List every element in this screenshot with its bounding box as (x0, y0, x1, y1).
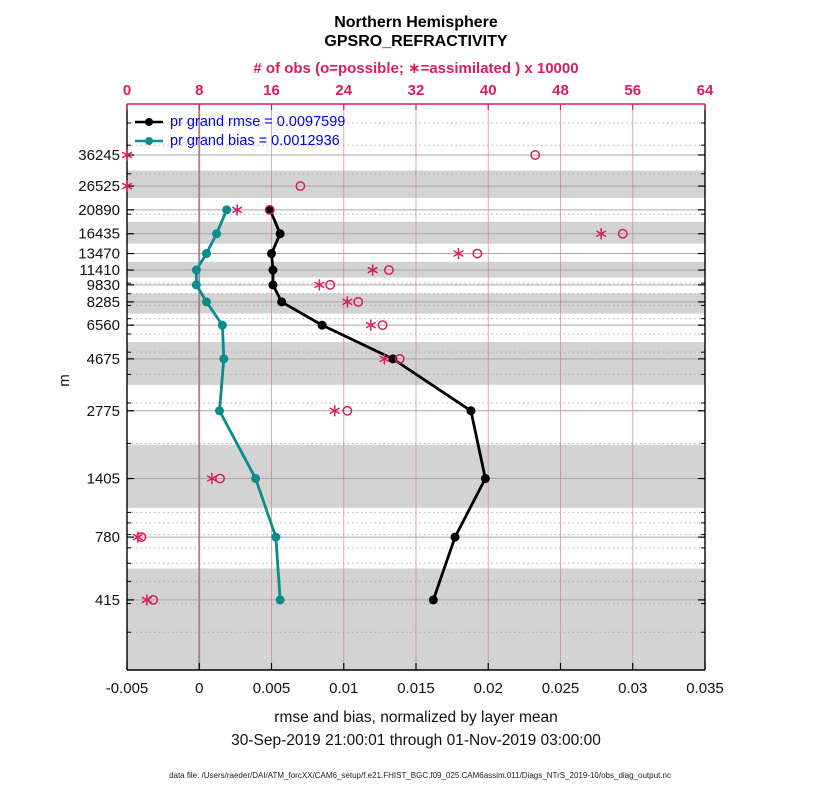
x-tick-label: 0 (195, 680, 204, 697)
top-tick-label: 40 (479, 82, 497, 99)
y-tick-label: 415 (94, 591, 120, 609)
x-tick-label: 0.03 (618, 680, 648, 697)
y-tick-label: 2775 (86, 402, 120, 420)
x-tick-labels (106, 680, 724, 697)
y-tick-label: 9830 (86, 276, 120, 294)
x-tick-label: 0.02 (473, 680, 503, 697)
legend-bias-marker (134, 135, 164, 147)
y-tick-label: 1405 (86, 470, 120, 488)
top-tick-label: 24 (335, 82, 353, 99)
y-tick-label: 36245 (78, 147, 120, 164)
legend-rmse-marker (134, 116, 164, 128)
top-tick-label: 48 (552, 82, 569, 99)
top-tick-label: 0 (122, 82, 132, 99)
y-axis-label: m (55, 374, 73, 387)
y-tick-label: 20890 (78, 201, 120, 219)
top-tick-label: 32 (407, 82, 425, 99)
x-tick-label: 0.01 (329, 680, 359, 697)
y-tick-label: 780 (94, 529, 120, 547)
y-tick-label: 6560 (86, 317, 120, 335)
top-tick-label: 8 (195, 82, 204, 99)
date-range-label: 30-Sep-2019 21:00:01 through 01-Nov-2019 03:00:00 (231, 732, 601, 749)
chart-title: Northern Hemisphere (334, 14, 498, 31)
x-tick-label: 0.035 (686, 680, 724, 697)
top-tick-label: 16 (263, 82, 280, 99)
y-tick-label: 11410 (79, 262, 120, 280)
legend (134, 112, 345, 150)
legend-item-bias (134, 131, 345, 150)
x-tick-label: 0.005 (252, 680, 291, 697)
top-tick-label: 56 (624, 82, 642, 99)
legend-item-rmse (134, 112, 345, 131)
legend-rmse-label: pr grand rmse = 0.0097599 (170, 113, 346, 130)
legend-bias-label: pr grand bias = 0.0012936 (170, 132, 340, 149)
x-tick-label: 0.025 (541, 680, 580, 697)
y-tick-labels (78, 147, 120, 609)
chart-subtitle: GPSRO_REFRACTIVITY (324, 33, 508, 50)
y-tick-label: 26525 (78, 178, 120, 196)
x-tick-label: -0.005 (105, 680, 149, 697)
data-file-footnote: data file: /Users/raeder/DAI/ATM_forcXX/CAM6_setup/f.e21.FHIST_BGC.f09_025.CAM6assim.011/Diags_NTrS_2019-10/obs_diag_output.nc (169, 771, 671, 780)
x-axis-label: rmse and bias, normalized by layer mean (274, 709, 558, 726)
top-axis-label: # of obs (o=possible; ∗=assimilated ) x 10000 (253, 60, 579, 77)
y-tick-label: 4675 (86, 350, 120, 368)
y-tick-label: 13470 (78, 245, 120, 263)
y-tick-label: 8285 (86, 293, 120, 311)
top-tick-label: 64 (696, 82, 714, 99)
top-tick-labels (123, 82, 714, 99)
x-tick-label: 0.015 (397, 680, 435, 697)
y-tick-label: 16435 (78, 225, 120, 243)
